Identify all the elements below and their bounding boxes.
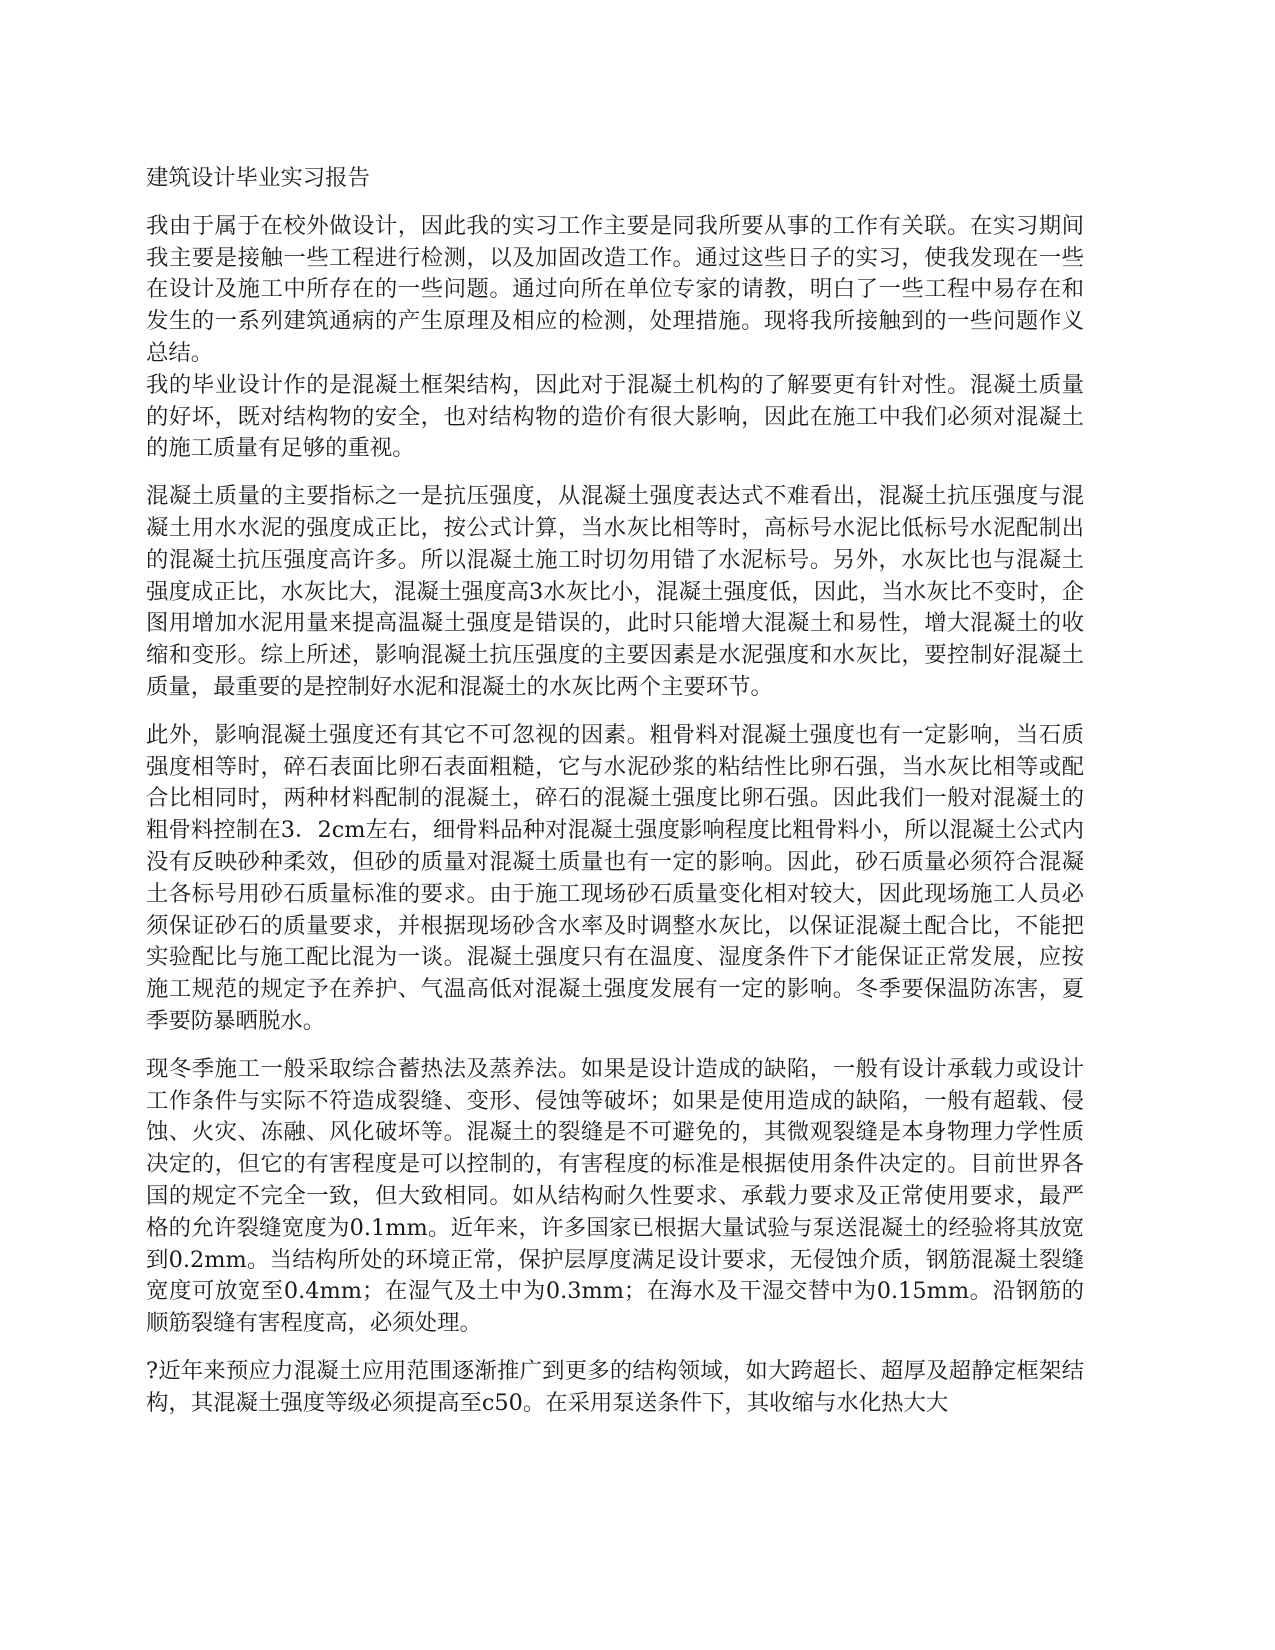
paragraph-compressive-strength: 混凝土质量的主要指标之一是抗压强度，从混凝土强度表达式不难看出，混凝土抗压强度与混凝土用水水泥的强度成正比，按公式计算，当水灰比相等时，高标号水泥比低标号水泥配制出的混凝土抗压强度高许多。所以混凝土施工时切勿用错了水泥标号。另外，水灰比也与混凝土强度成正比，水灰比大，混凝土强度高3水灰比小，混凝土强度低，因此，当水灰比不变时，企图用增加水泥用量来提高温凝土强度是错误的，此时只能增大混凝土和易性，增大混凝土的收缩和变形。综上所述，影响混凝土抗压强度的主要因素是水泥强度和水灰比，要控制好混凝土质量，最重要的是控制好水泥和混凝土的水灰比两个主要环节。 xyxy=(146,483,1084,700)
paragraph-aggregate-factors: 此外，影响混凝土强度还有其它不可忽视的因素。粗骨料对混凝土强度也有一定影响，当石质强度相等时，碎石表面比卵石表面粗糙，它与水泥砂浆的粘结性比卵石强，当水灰比相等或配合比相同时，两种材料配制的混凝土，碎石的混凝土强度比卵石强。因此我们一般对混凝土的粗骨料控制在3．2cm左右，细骨料品种对混凝土强度影响程度比粗骨料小，所以混凝土公式内没有反映砂种柔效，但砂的质量对混凝土质量也有一定的影响。因此，砂石质量必须符合混凝土各标号用砂石质量标准的要求。由于施工现场砂石质量变化相对较大，因此现场施工人员必须保证砂石的质量要求，并根据现场砂含水率及时调整水灰比，以保证混凝土配合比，不能把实验配比与施工配比混为一谈。混凝土强度只有在温度、湿度条件下才能保证正常发展，应按施工规范的规定予在养护、气温高低对混凝土强度发展有一定的影响。冬季要保温防冻害，夏季要防暴晒脱水。 xyxy=(146,721,1084,1034)
document-title: 建筑设计毕业实习报告 xyxy=(146,165,370,191)
paragraph-cracks-standards: 现冬季施工一般采取综合蓄热法及蒸养法。如果是设计造成的缺陷，一般有设计承载力或设计工作条件与实际不符造成裂缝、变形、侵蚀等破坏；如果是使用造成的缺陷，一般有超载、侵蚀、火灾、冻融、风化破坏等。混凝土的裂缝是不可避免的，其微观裂缝是本身物理力学性质决定的，但它的有害程度是可以控制的，有害程度的标准是根据使用条件决定的。目前世界各国的规定不完全一致，但大致相同。如从结构耐久性要求、承载力要求及正常使用要求，最严格的允许裂缝宽度为0.1mm。近年来，许多国家已根据大量试验与泵送混凝土的经验将其放宽到0.2mm。当结构所处的环境正常，保护层厚度满足设计要求，无侵蚀介质，钢筋混凝土裂缝宽度可放宽至0.4mm；在湿气及土中为0.3mm；在海水及干湿交替中为0.15mm。沿钢筋的顺筋裂缝有害程度高，必须处理。 xyxy=(146,1055,1084,1337)
document-page xyxy=(146,163,1084,1419)
paragraph-intro: 我由于属于在校外做设计，因此我的实习工作主要是同我所要从事的工作有关联。在实习期间我主要是接触一些工程进行检测，以及加固改造工作。通过这些日子的实习，使我发现在一些在设计及施工中所存在的一些问题。通过向所在单位专家的请教，明白了一些工程中易存在和发生的一系列建筑通病的产生原理及相应的检测，处理措施。现将我所接触到的一些问题作义总结。 xyxy=(146,212,1084,366)
paragraph-design-project: 我的毕业设计作的是混凝土框架结构，因此对于混凝土机构的了解要更有针对性。混凝土质量的好坏，既对结构物的安全，也对结构物的造价有很大影响，因此在施工中我们必须对混凝土的施工质量有足够的重视。 xyxy=(146,371,1084,462)
paragraph-prestressed-concrete: ?近年来预应力混凝土应用范围逐渐推广到更多的结构领域，如大跨超长、超厚及超静定框架结构，其混凝土强度等级必须提高至c50。在采用泵送条件下，其收缩与水化热大大 xyxy=(146,1357,1084,1416)
